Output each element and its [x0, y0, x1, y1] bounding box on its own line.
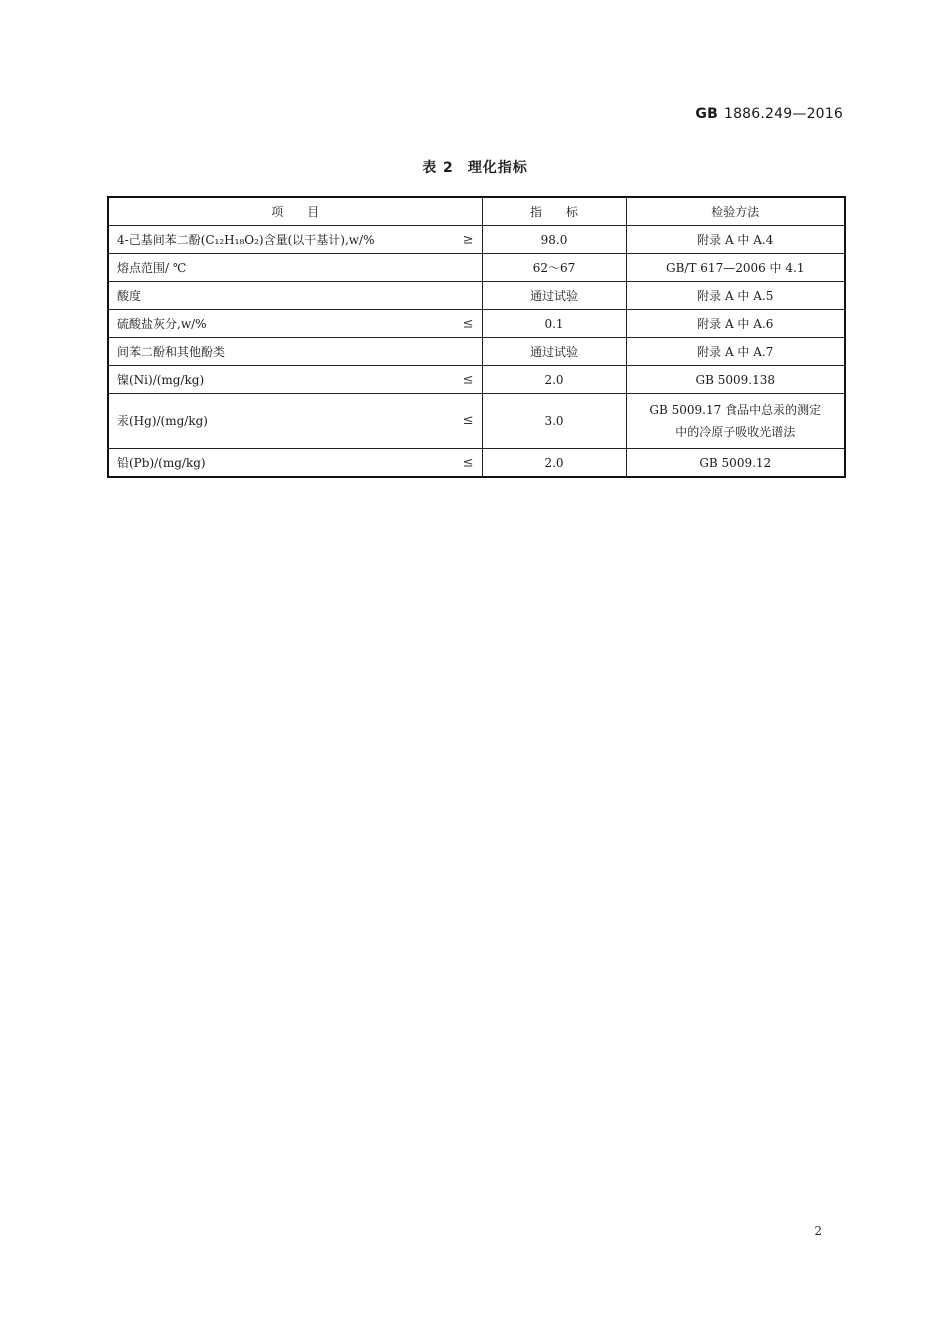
table-row	[108, 254, 845, 282]
item-cell	[108, 449, 482, 478]
item-name: 酸度	[117, 289, 142, 303]
table-row	[108, 338, 845, 366]
spec-value: 62～67	[482, 254, 626, 282]
comparator-symbol: ≤	[462, 316, 474, 331]
column-header-item: 项 目	[108, 197, 482, 226]
test-method: 附录 A 中 A.7	[626, 338, 845, 366]
table-row	[108, 449, 845, 478]
table-row	[108, 394, 845, 449]
comparator-symbol: ≤	[462, 372, 474, 387]
table-row	[108, 310, 845, 338]
table-caption: 理化指标	[467, 160, 528, 176]
table-header-row	[108, 197, 845, 226]
item-name: 汞(Hg)/(mg/kg)	[117, 414, 208, 428]
standard-code: 1886.249—2016	[723, 106, 843, 122]
column-header-spec: 指 标	[482, 197, 626, 226]
spec-value: 2.0	[482, 366, 626, 394]
test-method: 附录 A 中 A.6	[626, 310, 845, 338]
test-method: GB/T 617—2006 中 4.1	[626, 254, 845, 282]
item-name: 4-己基间苯二酚(C₁₂H₁₈O₂)含量(以干基计),w/%	[117, 233, 375, 247]
spec-value: 98.0	[482, 226, 626, 254]
table-label: 表 2	[422, 160, 454, 176]
table-row	[108, 226, 845, 254]
item-name: 铅(Pb)/(mg/kg)	[117, 456, 206, 470]
item-cell	[108, 310, 482, 338]
spec-value: 2.0	[482, 449, 626, 478]
comparator-symbol: ≥	[462, 232, 474, 247]
test-method-line: GB 5009.17 食品中总汞的测定	[649, 403, 822, 417]
spec-value: 通过试验	[482, 282, 626, 310]
item-cell	[108, 394, 482, 449]
test-method: 附录 A 中 A.5	[626, 282, 845, 310]
page-number: 2	[814, 1224, 822, 1238]
test-method: 附录 A 中 A.4	[626, 226, 845, 254]
table-title	[0, 157, 950, 177]
item-cell	[108, 282, 482, 310]
table-row	[108, 366, 845, 394]
item-name: 熔点范围/ ℃	[117, 261, 187, 275]
item-cell	[108, 338, 482, 366]
item-cell	[108, 226, 482, 254]
test-method: GB 5009.12	[626, 449, 845, 478]
item-name: 间苯二酚和其他酚类	[117, 345, 226, 359]
test-method	[626, 394, 845, 449]
spec-value: 3.0	[482, 394, 626, 449]
test-method-line: 中的冷原子吸收光谱法	[675, 425, 796, 439]
spec-table	[107, 196, 846, 478]
item-name: 硫酸盐灰分,w/%	[117, 317, 207, 331]
column-header-method: 检验方法	[626, 197, 845, 226]
test-method: GB 5009.138	[626, 366, 845, 394]
standard-prefix: GB	[695, 106, 718, 122]
item-name: 镍(Ni)/(mg/kg)	[117, 373, 205, 387]
item-cell	[108, 366, 482, 394]
comparator-symbol: ≤	[462, 455, 474, 470]
standard-number	[695, 106, 843, 122]
spec-value: 0.1	[482, 310, 626, 338]
table-row	[108, 282, 845, 310]
spec-value: 通过试验	[482, 338, 626, 366]
comparator-symbol: ≤	[462, 413, 474, 428]
item-cell	[108, 254, 482, 282]
